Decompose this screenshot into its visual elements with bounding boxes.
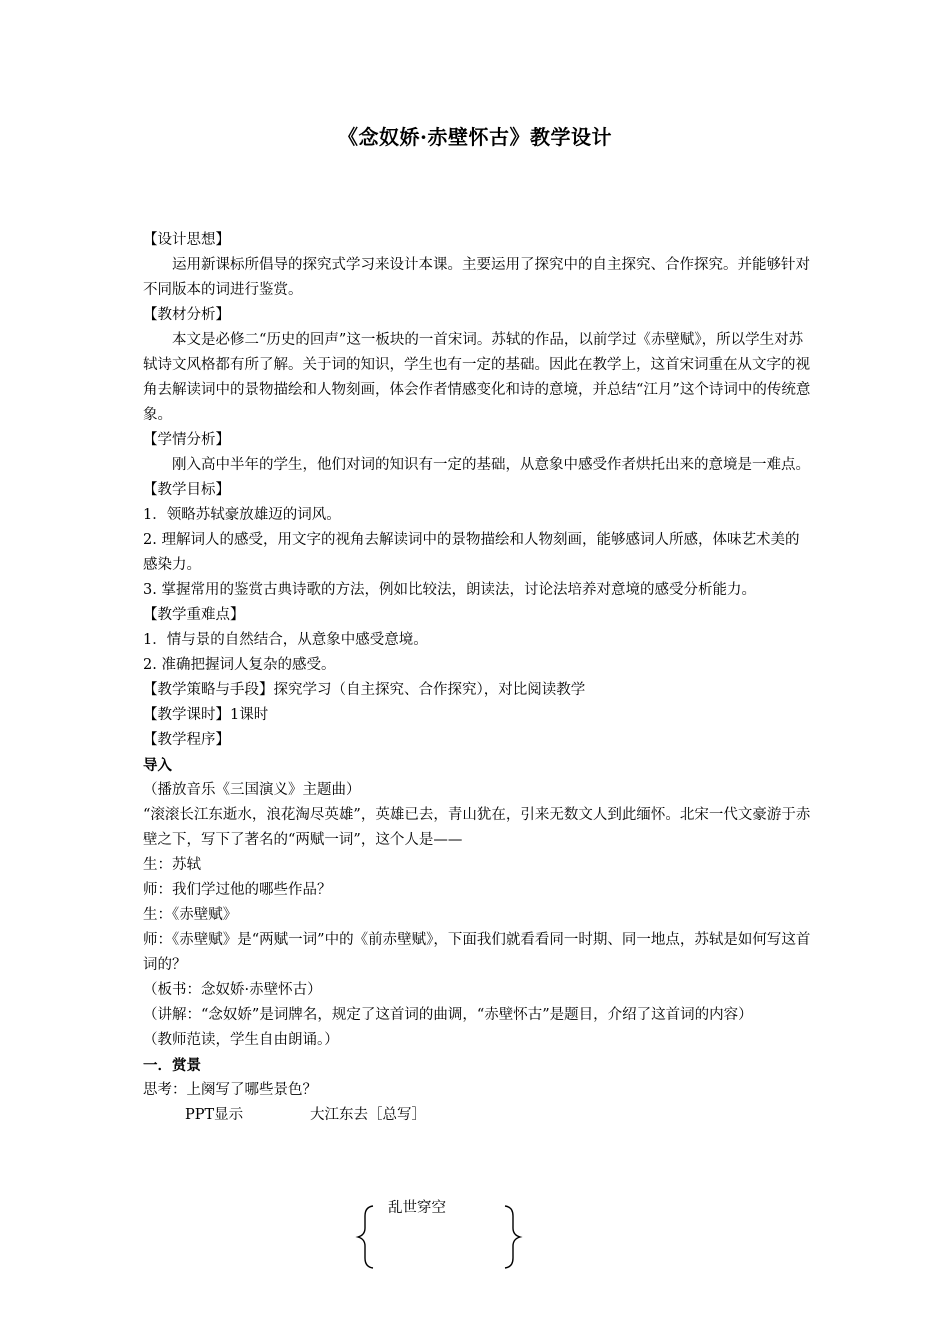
paragraph: “滚滚长江东逝水，浪花淘尽英雄”，英雄已去，青山犹在，引来无数文人到此缅怀。北宋一代文豪游于赤壁之下，写下了著名的“两赋一词”，这个人是——	[143, 807, 811, 848]
paragraph: 【教学目标】	[143, 482, 230, 498]
page-title: 《念奴娇·赤壁怀古》教学设计	[338, 125, 612, 149]
paragraph: 生：苏轼	[143, 857, 201, 873]
brace-diagram	[355, 1204, 525, 1270]
paragraph: 【学情分析】	[143, 432, 230, 448]
paragraph: 2. 准确把握词人复杂的感受。	[143, 657, 336, 673]
paragraph: 1．领略苏轼豪放雄迈的词风。	[143, 507, 341, 523]
ppt-row	[143, 1103, 813, 1128]
paragraph: 【教学重难点】	[143, 607, 245, 623]
left-brace	[358, 1206, 373, 1268]
paragraph: 刚入高中半年的学生，他们对词的知识有一定的基础，从意象中感受作者烘托出来的意境是一难点。	[172, 457, 810, 473]
document-body	[143, 228, 813, 1128]
paragraph: 【教学课时】1课时	[143, 707, 269, 723]
section-heading: 一．赏景	[143, 1057, 201, 1074]
paragraph: 【教材分析】	[143, 307, 230, 323]
right-brace	[505, 1206, 520, 1268]
paragraph: （教师范读，学生自由朗诵。）	[143, 1032, 339, 1048]
section-heading: 导入	[143, 757, 172, 774]
brace-item-text: 乱世穿空	[388, 1200, 446, 1216]
ppt-text: 大江东去［总写］	[310, 1107, 426, 1123]
paragraph: 师：《赤壁赋》是“两赋一词”中的《前赤壁赋》，下面我们就看看同一时期、同一地点，苏轼是如何写这首词的？	[143, 932, 811, 973]
paragraph: 2. 理解词人的感受，用文字的视角去解读词中的景物描绘和人物刻画，能够感词人所感，体味艺术美的感染力。	[143, 532, 800, 573]
ppt-label: PPT显示	[185, 1107, 244, 1123]
paragraph: 3. 掌握常用的鉴赏古典诗歌的方法，例如比较法，朗读法，讨论法培养对意境的感受分析能力。	[143, 582, 756, 598]
paragraph: （讲解：“念奴娇”是词牌名，规定了这首词的曲调，“赤壁怀古”是题目，介绍了这首词的内容）	[143, 1007, 753, 1023]
paragraph: 【教学策略与手段】探究学习（自主探究、合作探究），对比阅读教学	[143, 682, 586, 698]
paragraph: （播放音乐《三国演义》主题曲）	[143, 782, 361, 798]
paragraph: 生：《赤壁赋》	[143, 907, 238, 923]
paragraph: 【设计思想】	[143, 232, 230, 248]
paragraph: 1．情与景的自然结合，从意象中感受意境。	[143, 632, 428, 648]
paragraph: 本文是必修二“历史的回声”这一板块的一首宋词。苏轼的作品，以前学过《赤壁赋》，所以学生对苏轼诗文风格都有所了解。关于词的知识，学生也有一定的基础。因此在教学上，这首宋词重在从文字的视角去解读词中的景物描绘和人物刻画，体会作者情感变化和诗的意境，并总结“江月”这个诗词中的传统意象。	[143, 332, 811, 423]
paragraph: 思考：上阕写了哪些景色？	[143, 1082, 317, 1098]
paragraph: （板书：念奴娇·赤壁怀古）	[143, 982, 322, 998]
paragraph: 运用新课标所倡导的探究式学习来设计本课。主要运用了探究中的自主探究、合作探究。并能够针对不同版本的词进行鉴赏。	[143, 257, 810, 298]
paragraph: 【教学程序】	[143, 732, 230, 748]
paragraph: 师：我们学过他的哪些作品？	[143, 882, 332, 898]
